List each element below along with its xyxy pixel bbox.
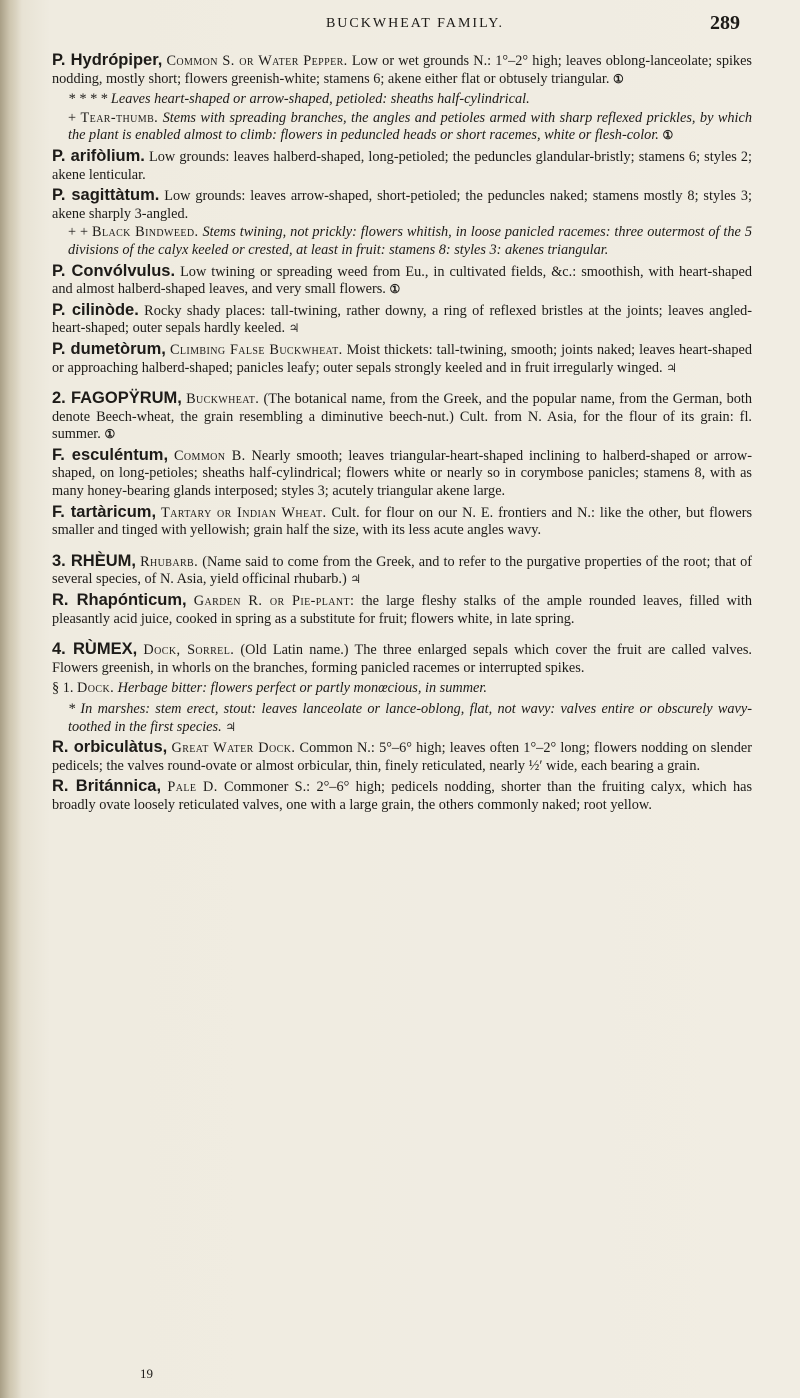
duration-symbol: ① (389, 282, 401, 297)
description: (The botanical name, from the Greek, and the popular name, from the German, both denote Beech-wheat, the grain resembling a diminutive beech-nut.) Cult. from N. Asia, for the flour of its grain: fl. summer. (52, 391, 753, 443)
common-name: Common B. (173, 447, 246, 464)
description: Stems with spreading branches, the angles and petioles armed with sharp reflexed prickles, by which the plant is enabled almost to climb: flowers in peduncled heads or short racemes, white or flesh-color. (68, 109, 753, 144)
description: Nearly smooth; leaves triangular-heart-shaped inclining to halberd-shaped or arrow-shaped, on long-petioles; sheaths half-cylindrical; flowers white or nearly so in corymbose panicles; stamens 8, with as many honey-bearing glands interposed; styles 3; acutely triangular akene large. (52, 447, 752, 500)
common-name: Rhubarb. (140, 553, 199, 570)
common-name: Buckwheat. (186, 391, 260, 408)
genus-entry (52, 641, 752, 677)
page-number: 289 (710, 12, 740, 34)
description: Common N.: 5°–6° high; leaves often 1°–2° long; flowers nodding on slender pedicels; the valves round-ovate or almost orbicular, thin, finely reticulated, nearly ½′ wide, each bearing a grain. (52, 740, 752, 774)
common-name: Common S. or Water Pepper. (166, 53, 348, 69)
description: Low grounds: leaves arrow-shaped, short-petioled; the peduncles naked; stamens mostly 8; styles 3; akene sharply 3-angled. (52, 188, 752, 222)
species-name: P. Convólvulus. (52, 261, 176, 280)
species-entry (52, 447, 752, 501)
species-entry (52, 778, 752, 814)
species-name: P. arifòlium. (52, 146, 145, 165)
description: Commoner S.: 2°–6° high; pedicels nodding, shorter than the fruiting calyx, which has broadly ovate loosely reticulated valves, one with a large grain, the others commonly naked; root yellow. (52, 779, 753, 813)
species-name: R. Británnica, (52, 777, 162, 796)
genus-entry (52, 390, 752, 444)
common-name: Garden R. or Pie-plant: (193, 593, 355, 610)
common-name: Dock, Sorrel. (143, 642, 235, 659)
duration-symbol: ♃ (288, 321, 300, 336)
description: Low or wet grounds N.: 1°–2° high; leaves oblong-lanceolate; spikes nodding, mostly short; flowers greenish-white; stamens 6; akene either flat or obtusely triangular. (52, 53, 752, 87)
binding-gutter (0, 0, 22, 1398)
description: Cult. for flour on our N. E. frontiers and N.: like the other, but flowers smaller and tinged with yellowish; grain half the size, with its less acute angles wavy. (52, 504, 753, 539)
species-entry (52, 187, 752, 223)
description: * In marshes: stem erect, stout: leaves lanceolate or lance-oblong, flat, not wavy: valves entire or obscurely wavy-toothed in the first species. (68, 701, 752, 735)
species-entry (52, 341, 752, 377)
page-header (60, 12, 770, 38)
species-name: R. orbiculàtus, (52, 738, 168, 757)
species-entry (52, 504, 752, 540)
common-name: Black Bindweed. (92, 224, 199, 241)
common-name: Tear-thumb. (80, 109, 159, 126)
common-name: Climbing False Buckwheat. (169, 341, 343, 358)
species-entry (52, 263, 752, 299)
description: Low twining or spreading weed from Eu., in cultivated fields, &c.: smoothish, with heart-shaped and almost halberd-shaped leaves, and very small flowers. (52, 263, 752, 298)
species-name: P. dumetòrum, (52, 339, 166, 358)
subsection-marker: + + (68, 224, 89, 241)
species-name: R. Rhapónticum, (52, 591, 187, 610)
genus-name: 4. RÙMEX, (52, 640, 138, 659)
species-name: F. tartàricum, (52, 502, 157, 521)
signature-mark: 19 (140, 1366, 153, 1381)
common-name: Tartary or Indian Wheat. (161, 504, 327, 521)
species-name: P. Hydrópiper, (52, 51, 163, 69)
common-name: Great Water Dock. (171, 740, 296, 757)
duration-symbol: ① (613, 71, 624, 86)
species-entry (52, 52, 752, 88)
description: Moist thickets: tall-twining, smooth; joints naked; leaves heart-shaped or approaching halberd-shaped; panicles leafy; outer sepals strongly keeled and in fruit irregularly winged. (52, 341, 752, 376)
description: Low grounds: leaves halberd-shaped, long-petioled; the peduncles glandular-bristly; stamens 6; styles 2; akene lenticular. (52, 148, 753, 183)
description: (Name said to come from the Greek, and to refer to the purgative properties of the root; that of several species, of N. Asia, yield officinal rhubarb.) (52, 553, 752, 588)
duration-symbol: ♃ (350, 572, 362, 587)
subsection-entry (52, 110, 752, 145)
common-name: Pale D. (167, 779, 218, 796)
species-entry (52, 592, 752, 628)
subsection-entry (52, 224, 752, 259)
genus-name: 2. FAGOPŸRUM, (52, 389, 182, 408)
genus-entry (52, 553, 752, 589)
subsection-marker: + (68, 109, 77, 126)
duration-symbol: ♃ (225, 719, 237, 734)
section-heading (52, 701, 752, 736)
species-entry (52, 739, 752, 775)
running-head: BUCKWHEAT FAMILY. (325, 16, 505, 31)
species-entry (52, 148, 752, 184)
description: (Old Latin name.) The three enlarged sepals which cover the fruit are called valves. Flowers greenish, in whorls on the branches, forming panicled racemes or interrupted spikes. (52, 642, 752, 676)
species-name: P. cilinòde. (52, 300, 139, 319)
duration-symbol: ♃ (666, 360, 677, 375)
duration-symbol: ① (104, 427, 116, 442)
duration-symbol: ① (662, 128, 674, 143)
genus-name: 3. RHÈUM, (52, 551, 136, 570)
section-lead: § 1. (52, 680, 74, 697)
description: Rocky shady places: tall-twining, rather downy, a ring of reflexed bristles at the joints; leaves angled-heart-shaped; outer sepals hardly keeled. (52, 302, 752, 337)
section-heading (52, 680, 752, 698)
species-name: F. esculéntum, (52, 445, 169, 464)
description: the large fleshy stalks of the ample rounded leaves, filled with pleasantly acid juice, cooked in spring as a substitute for fruit; flowers white, in late spring. (52, 593, 752, 627)
common-name: Dock. (77, 680, 115, 697)
species-name: P. sagittàtum. (52, 186, 160, 205)
species-entry (52, 302, 752, 338)
text-body (52, 52, 752, 815)
section-heading: * * * * Leaves heart-shaped or arrow-shaped, petioled: sheaths half-cylindrical. (68, 91, 530, 108)
description: Stems twining, not prickly: flowers whitish, in loose panicled racemes: three outermost of the 5 divisions of the calyx keeled or crested, at least in fruit: stamens 8: styles 3: akenes triangular. (68, 224, 752, 258)
description: Herbage bitter: flowers perfect or partly monœcious, in summer. (117, 680, 487, 697)
